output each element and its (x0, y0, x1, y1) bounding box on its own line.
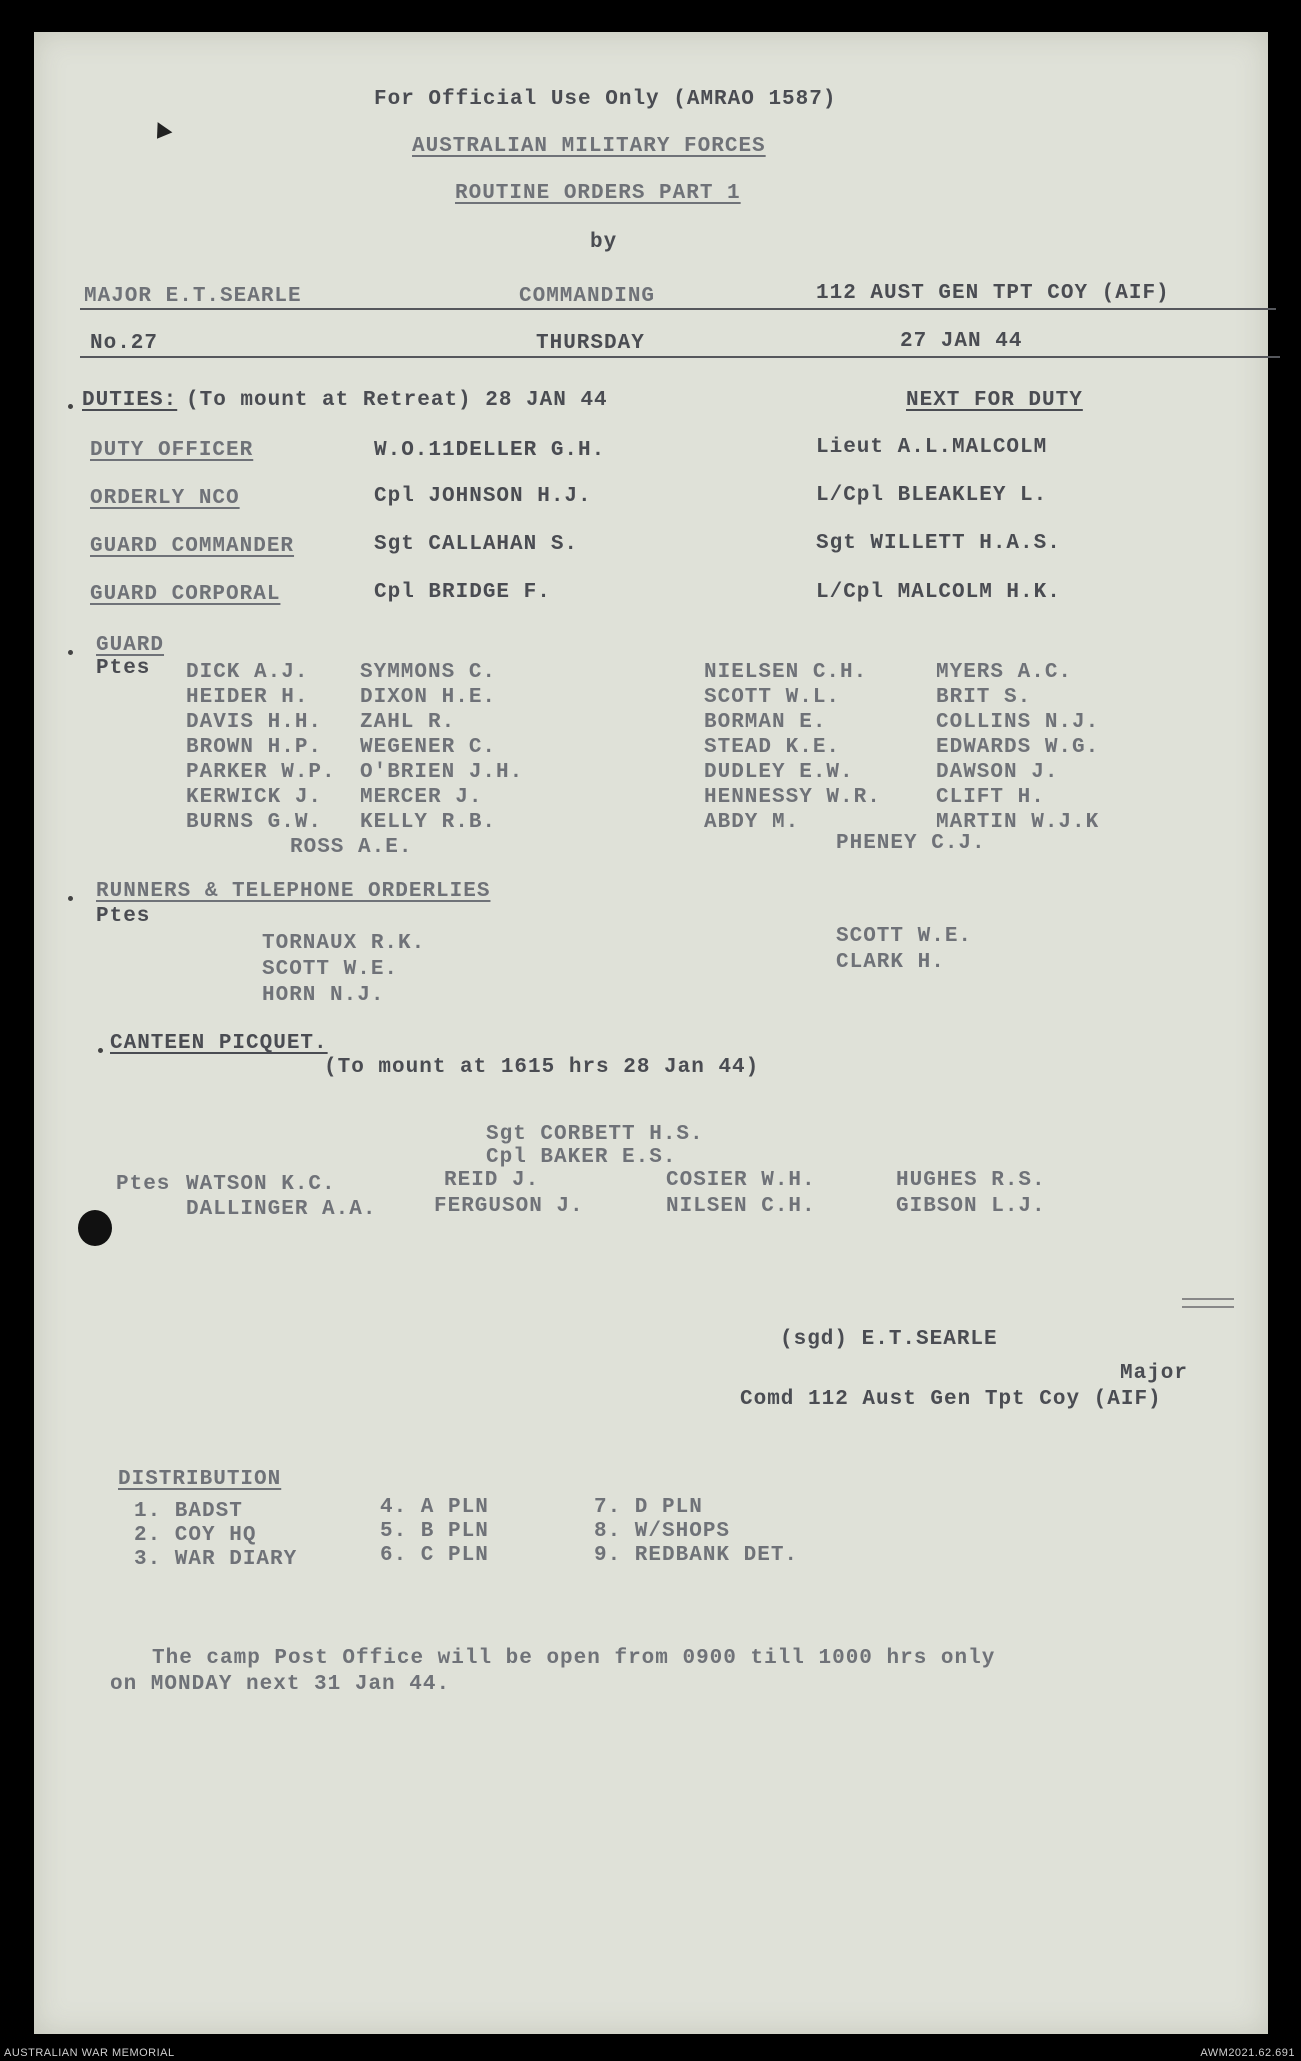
duty-next: L/Cpl BLEAKLEY L. (816, 484, 1048, 507)
archive-credit: AUSTRALIAN WAR MEMORIAL (4, 2047, 175, 2059)
guard-member: COLLINS N.J. (936, 711, 1100, 734)
duty-role: GUARD COMMANDER (90, 535, 295, 558)
guard-member: MERCER J. (360, 786, 483, 809)
canteen-member: HUGHES R.S. (896, 1169, 1046, 1192)
order-number: No.27 (90, 332, 159, 355)
runner-name: HORN N.J. (262, 984, 385, 1007)
signature-sgd: (sgd) E.T.SEARLE (780, 1328, 998, 1351)
canteen-heading: CANTEEN PICQUET. (110, 1032, 328, 1055)
security-caveat: For Official Use Only (AMRAO 1587) (374, 88, 837, 111)
duty-role: ORDERLY NCO (90, 487, 240, 510)
guard-member: CLIFT H. (936, 786, 1045, 809)
guard-member: BROWN H.P. (186, 736, 323, 759)
commanding-label: COMMANDING (519, 285, 656, 308)
distribution-item: 1. BADST (134, 1500, 243, 1523)
runners-heading: RUNNERS & TELEPHONE ORDERLIES (96, 880, 491, 903)
canteen-nco: Cpl BAKER E.S. (486, 1146, 677, 1169)
guard-member: NIELSEN C.H. (704, 661, 868, 684)
duty-next: L/Cpl MALCOLM H.K. (816, 581, 1061, 604)
archive-reference: AWM2021.62.691 (1200, 2047, 1295, 2059)
canteen-mount-time: (To mount at 1615 hrs 28 Jan 44) (324, 1056, 760, 1079)
guard-member: KELLY R.B. (360, 811, 497, 834)
guard-member: PHENEY C.J. (836, 832, 986, 855)
signature-title: Comd 112 Aust Gen Tpt Coy (AIF) (740, 1388, 1162, 1411)
guard-member: DAWSON J. (936, 761, 1059, 784)
duty-role: DUTY OFFICER (90, 439, 254, 462)
guard-member: EDWARDS W.G. (936, 736, 1100, 759)
distribution-item: 2. COY HQ (134, 1524, 257, 1547)
runner-name: TORNAUX R.K. (262, 932, 426, 955)
canteen-member: COSIER W.H. (666, 1169, 816, 1192)
guard-member: HENNESSY W.R. (704, 786, 881, 809)
guard-member: DICK A.J. (186, 661, 309, 684)
unit-name: 112 AUST GEN TPT COY (AIF) (816, 282, 1170, 305)
canteen-member: GIBSON L.J. (896, 1195, 1046, 1218)
guard-member: MYERS A.C. (936, 661, 1073, 684)
commander-name: MAJOR E.T.SEARLE (84, 285, 302, 308)
guard-member: DUDLEY E.W. (704, 761, 854, 784)
duties-heading: DUTIES: (82, 389, 178, 412)
runner-name: CLARK H. (836, 951, 945, 974)
guard-member: BRIT S. (936, 686, 1032, 709)
distribution-heading: DISTRIBUTION (118, 1468, 282, 1491)
bullet (68, 896, 73, 901)
guard-member: SCOTT W.L. (704, 686, 841, 709)
rule-line (80, 308, 1276, 310)
distribution-item: 7. D PLN (594, 1496, 703, 1519)
guard-member: BORMAN E. (704, 711, 827, 734)
guard-member: BURNS G.W. (186, 811, 323, 834)
next-for-duty-heading: NEXT FOR DUTY (906, 389, 1083, 412)
guard-member: HEIDER H. (186, 686, 309, 709)
duty-name: Cpl BRIDGE F. (374, 581, 551, 604)
canteen-member: FERGUSON J. (434, 1195, 584, 1218)
duty-name: Sgt CALLAHAN S. (374, 533, 579, 556)
force-name: AUSTRALIAN MILITARY FORCES (412, 135, 766, 158)
guard-heading: GUARD (96, 634, 165, 657)
canteen-member: WATSON K.C. (186, 1173, 336, 1196)
canteen-member: REID J. (444, 1169, 540, 1192)
ptes-label: Ptes (96, 905, 151, 928)
issue-date: 27 JAN 44 (900, 330, 1023, 353)
signature-rank: Major (1120, 1362, 1189, 1385)
duties-mount-time: (To mount at Retreat) 28 JAN 44 (186, 389, 608, 412)
distribution-item: 4. A PLN (380, 1496, 489, 1519)
guard-member: O'BRIEN J.H. (360, 761, 524, 784)
guard-member: DAVIS H.H. (186, 711, 323, 734)
bullet (68, 650, 73, 655)
duty-next: Sgt WILLETT H.A.S. (816, 532, 1061, 555)
document-page (34, 32, 1268, 2034)
ptes-label: Ptes (96, 657, 151, 680)
distribution-item: 5. B PLN (380, 1520, 489, 1543)
notice-line: on MONDAY next 31 Jan 44. (110, 1673, 451, 1696)
distribution-item: 6. C PLN (380, 1544, 489, 1567)
guard-member: PARKER W.P. (186, 761, 336, 784)
guard-member: MARTIN W.J.K (936, 811, 1100, 834)
duty-name: W.O.11DELLER G.H. (374, 439, 606, 462)
duty-name: Cpl JOHNSON H.J. (374, 485, 592, 508)
canteen-member: DALLINGER A.A. (186, 1198, 377, 1221)
runner-name: SCOTT W.E. (836, 925, 973, 948)
ptes-label: Ptes (116, 1173, 171, 1196)
distribution-item: 8. W/SHOPS (594, 1520, 731, 1543)
guard-member: ZAHL R. (360, 711, 456, 734)
guard-member: DIXON H.E. (360, 686, 497, 709)
canteen-member: NILSEN C.H. (666, 1195, 816, 1218)
guard-member: ABDY M. (704, 811, 800, 834)
by-label: by (590, 231, 618, 254)
guard-member: WEGENER C. (360, 736, 497, 759)
issue-day: THURSDAY (536, 332, 645, 355)
punch-hole (78, 1210, 112, 1246)
guard-member: STEAD K.E. (704, 736, 841, 759)
ink-mark (150, 122, 173, 144)
distribution-item: 3. WAR DIARY (134, 1548, 298, 1571)
duty-role: GUARD CORPORAL (90, 583, 281, 606)
bullet (68, 404, 73, 409)
distribution-item: 9. REDBANK DET. (594, 1544, 799, 1567)
bullet (98, 1048, 103, 1053)
guard-member: ROSS A.E. (290, 836, 413, 859)
staple-mark (1182, 1298, 1234, 1308)
orders-title: ROUTINE ORDERS PART 1 (455, 182, 741, 205)
guard-member: SYMMONS C. (360, 661, 497, 684)
canteen-nco: Sgt CORBETT H.S. (486, 1123, 704, 1146)
rule-line (80, 356, 1280, 358)
guard-member: KERWICK J. (186, 786, 323, 809)
notice-line: The camp Post Office will be open from 0900 till 1000 hrs only (152, 1647, 996, 1670)
duty-next: Lieut A.L.MALCOLM (816, 436, 1048, 459)
runner-name: SCOTT W.E. (262, 958, 399, 981)
